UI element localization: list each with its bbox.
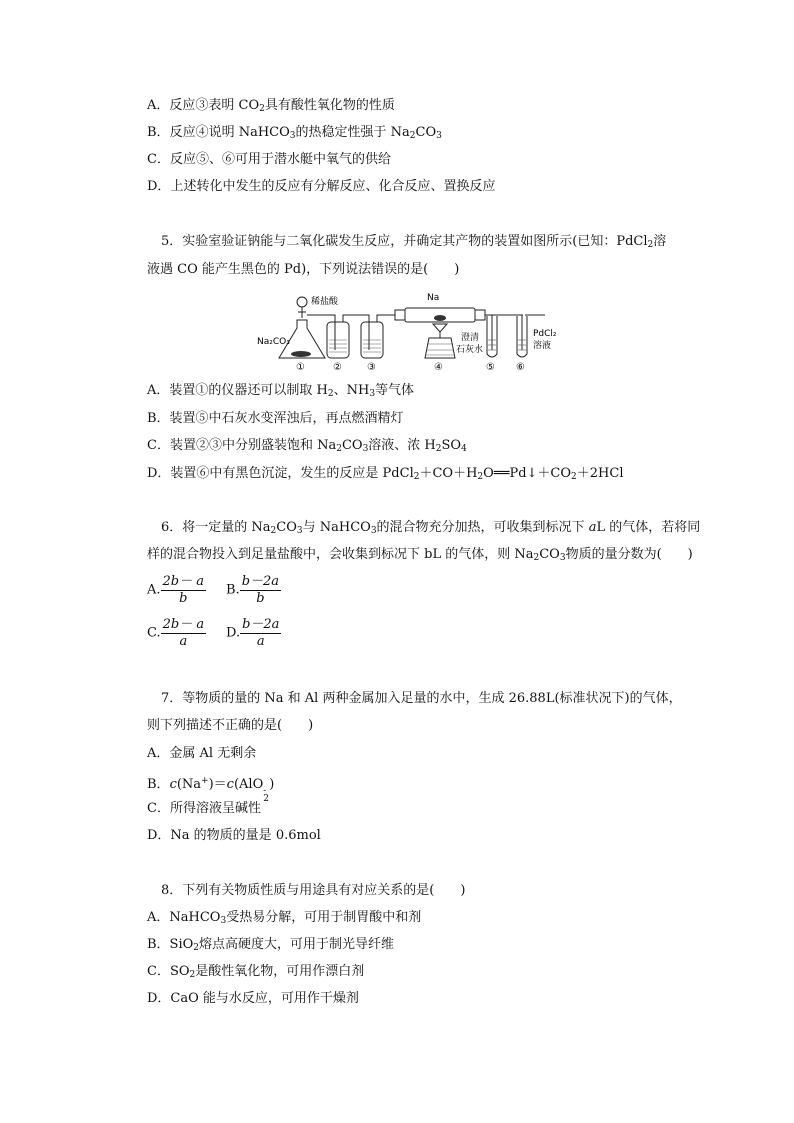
q7-option-b: B．c(Na+)＝c(AlO - 2 ) (147, 776, 275, 804)
q7-option-a: A．金属 Al 无剩余 (147, 746, 257, 761)
q5-option-c: C．装置②③中分别盛装饱和 $Na_2CO_3$溶液、浓 $H_2SO_4$ (147, 438, 467, 454)
apparatus-diagram (255, 288, 570, 372)
label-num-3: ③ (367, 362, 376, 372)
q8-option-b: B．SiO$_2$熔点高硬度大，可用于制光导纤维 (147, 937, 395, 953)
label-num-1: ① (296, 362, 305, 372)
label-num-4: ④ (434, 362, 443, 372)
q8-option-c: C．$SO_2$是酸性氧化物，可用作漂白剂 (147, 964, 365, 980)
q6-option-b: B. $\frac{b-2a}{b}$ (226, 574, 280, 606)
q6-stem-line1: 6．将一定量的 $Na_2CO_3$与 NaHCO$_3$的混合物充分加热，可收集到标况下 aL 的气体，若将同 (161, 520, 701, 536)
label-na2co3: Na₂CO₃ (257, 337, 290, 347)
q5-option-b: B．装置⑤中石灰水变浑浊后，再点燃酒精灯 (147, 411, 404, 426)
q6-option-d: D. $\frac{b-2a}{a}$ (226, 617, 280, 649)
q5-stem-line2: 液遇 CO 能产生黑色的 Pd)，下列说法错误的是( ) (147, 262, 460, 277)
q8-option-a: A．NaHCO$_3$受热易分解，可用于制胃酸中和剂 (147, 910, 422, 926)
prev-option-d: D．上述转化中发生的反应有分解反应、化合反应、置换反应 (147, 179, 496, 194)
label-pdcl2-2: 溶液 (533, 341, 552, 351)
q7-option-c: C．所得溶液呈碱性 (147, 801, 261, 816)
q7-stem-line2: 则下列描述不正确的是( ) (147, 718, 314, 733)
q5-option-d: D．装置⑥中有黑色沉淀，发生的反应是 $PdCl_2+CO+H_2O══Pd↓+CO_2+2HCl$ (147, 466, 624, 482)
label-num-2: ② (333, 362, 342, 372)
prev-option-b: B．反应④说明 NaHCO$_3$的热稳定性强于 $Na_2CO_3$ (147, 125, 442, 141)
q6-option-c: C. $\frac{2b- a}{a}$ (147, 617, 205, 649)
q7-option-d: D．Na 的物质的量是 0.6mol (147, 828, 321, 843)
q6-option-a: A. $\frac{2b- a}{b}$ (147, 574, 205, 606)
prev-option-a: A．反应③表明 $CO_2$具有酸性氧化物的性质 (147, 98, 395, 114)
label-pdcl2-1: PdCl₂ (533, 329, 557, 339)
q8-stem: 8．下列有关物质性质与用途具有对应关系的是( ) (161, 883, 466, 898)
prev-option-c: C．反应⑤、⑥可用于潜水艇中氧气的供给 (147, 152, 391, 167)
label-limewater-2: 石灰水 (456, 345, 484, 355)
label-limewater-1: 澄清 (461, 333, 480, 343)
q6-stem-line2: 样的混合物投入到足量盐酸中，会收集到标况下 bL 的气体，则 $Na_2CO_3$物质的量分数为( ) (147, 547, 693, 563)
label-acid: 稀盐酸 (311, 297, 339, 307)
q5-stem-line1: 5．实验室验证钠能与二氧化碳发生反应，并确定其产物的装置如图所示(已知：PdCl$_2$溶 (161, 234, 667, 250)
q7-stem-line1: 7．等物质的量的 Na 和 Al 两种金属加入足量的水中，生成 26.88L(标准状况下)的气体， (161, 691, 682, 706)
label-na: Na (427, 293, 440, 303)
q5-option-a: A．装置①的仪器还可以制取 $H_2$、$NH_3$等气体 (147, 383, 415, 399)
label-num-6: ⑥ (516, 362, 525, 372)
label-num-5: ⑤ (486, 362, 495, 372)
q8-option-d: D．CaO 能与水反应，可用作干燥剂 (147, 991, 359, 1006)
